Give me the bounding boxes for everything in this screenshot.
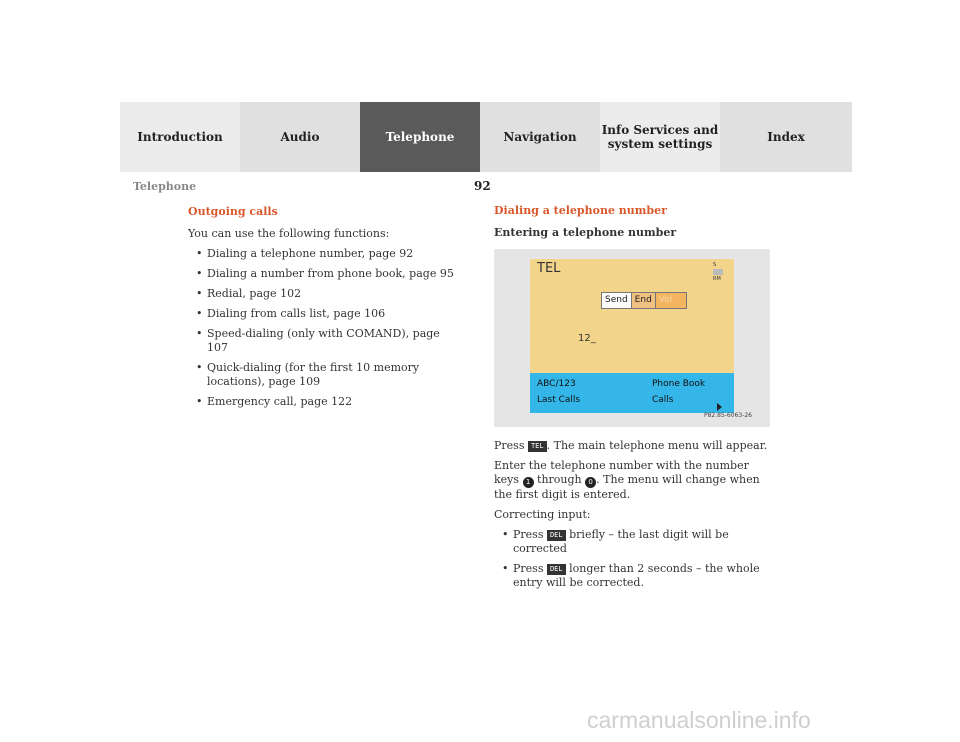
tab-index[interactable]: Index (720, 102, 852, 172)
list-item[interactable]: • Dialing a telephone number, page 92 (188, 247, 463, 261)
tel-key-icon: TEL (528, 441, 547, 452)
send-softkey[interactable]: Send (601, 292, 632, 309)
calls-softkey[interactable]: Calls (652, 395, 674, 405)
phone-book-softkey[interactable]: Phone Book (652, 379, 706, 389)
list-item: • Press DEL briefly – the last digit will be corrected (494, 528, 774, 556)
tab-info-services[interactable]: Info Services and system settings (600, 102, 720, 172)
list-item[interactable]: • Dialing from calls list, page 106 (188, 307, 463, 321)
abc-123-softkey[interactable]: ABC/123 (537, 379, 576, 389)
tab-introduction[interactable]: Introduction (120, 102, 240, 172)
intro-text: You can use the following functions: (188, 227, 390, 240)
section-title: Telephone (133, 180, 197, 193)
del-key-icon: DEL (547, 530, 566, 541)
dialing-heading: Dialing a telephone number (494, 204, 667, 217)
number-entry: 12_ (578, 333, 596, 344)
tab-audio[interactable]: Audio (240, 102, 360, 172)
enter-number-text: Enter the telephone number with the number keys 1 through 0 . The menu will change when the first digit is entered. (494, 459, 760, 501)
status-s: S (713, 262, 717, 268)
tab-navigation[interactable]: Navigation (480, 102, 600, 172)
number-key-0-icon: 0 (585, 477, 596, 488)
screen-title: TEL (537, 261, 561, 276)
press-tel-text: Press TEL . The main telephone menu will appear. (494, 439, 768, 452)
number-key-1-icon: 1 (523, 477, 534, 488)
image-code: P82.85-6063-26 (703, 412, 752, 419)
end-softkey[interactable]: End (632, 292, 656, 309)
entering-number-heading: Entering a telephone number (494, 226, 677, 239)
list-item[interactable]: • Dialing a number from phone book, page 95 (188, 267, 463, 281)
list-item[interactable]: • Redial, page 102 (188, 287, 463, 301)
function-list (188, 247, 463, 409)
list-item[interactable]: • Quick-dialing (for the first 10 memory locations), page 109 (188, 361, 463, 389)
last-calls-softkey[interactable]: Last Calls (537, 395, 581, 405)
telephone-screen-illustration (494, 249, 770, 427)
softkey-row (601, 292, 687, 309)
left-column (188, 205, 463, 415)
del-key-icon: DEL (547, 564, 566, 575)
screen-menu-bar (530, 373, 734, 413)
right-column (494, 204, 774, 596)
display-panel (530, 259, 734, 413)
status-roaming: RM (713, 276, 721, 282)
chapter-tabs (120, 102, 852, 172)
list-item: • Press DEL longer than 2 seconds – the whole entry will be corrected. (494, 562, 774, 590)
list-item[interactable]: • Speed-dialing (only with COMAND), page 107 (188, 327, 463, 355)
tab-telephone[interactable]: Telephone (360, 102, 480, 172)
signal-status-icon (713, 262, 727, 284)
list-item[interactable]: • Emergency call, page 122 (188, 395, 463, 409)
signal-bar (713, 269, 723, 275)
outgoing-calls-heading: Outgoing calls (188, 205, 278, 218)
correcting-input-label: Correcting input: (494, 508, 591, 521)
vol-softkey[interactable]: Vol (656, 292, 687, 309)
watermark: carmanualsonline.info (587, 707, 811, 733)
page-number: 92 (474, 179, 491, 193)
correction-list (494, 528, 774, 590)
